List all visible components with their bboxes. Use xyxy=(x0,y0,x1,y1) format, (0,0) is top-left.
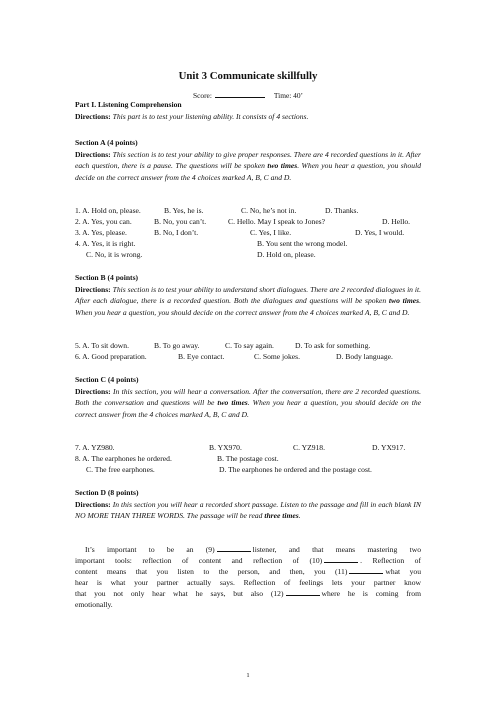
directions-text: . When you hear a question, you should decide on the correct answer from the 4 choices marked A, B, C and D. xyxy=(75,161,421,182)
passage-line: that you not only hear what he says, but also (12) where he is coming from xyxy=(75,589,422,598)
directions-label: Directions: xyxy=(75,112,111,121)
directions-label: Directions: xyxy=(75,500,111,509)
passage-line: emotionally. xyxy=(75,600,113,609)
blank-9[interactable] xyxy=(217,545,251,552)
part1-directions xyxy=(75,111,421,122)
option: B. Eye contact. xyxy=(178,352,225,361)
option: D. Body language. xyxy=(336,352,393,361)
blank-12[interactable] xyxy=(286,589,320,596)
option: B. No, I don’t. xyxy=(154,228,199,237)
sectionC-directions xyxy=(75,386,421,420)
sectionA-directions xyxy=(75,149,421,183)
option: D. Thanks. xyxy=(325,206,359,215)
option: D. YX917. xyxy=(372,443,406,452)
directions-label: Directions: xyxy=(75,285,111,294)
option: C. No, he’s not in. xyxy=(241,206,297,215)
option: 6. A. Good preparation. xyxy=(75,352,147,361)
directions-text: This section is to test your ability to understand short dialogues. There are 2 recorded dialogues in it. After each dialogue, there is a recorded question. Both the dialogues and questions will be spoken xyxy=(75,285,421,306)
option: 7. A. YZ980. xyxy=(75,443,115,452)
passage-line: It’s important to be an (9) listener, and that means mastering two xyxy=(85,545,421,554)
option: B. YX970. xyxy=(209,443,242,452)
option: C. No, it is wrong. xyxy=(86,250,143,259)
option: C. To say again. xyxy=(225,341,274,350)
directions-text: This part is to test your listening ability. It consists of 4 sections. xyxy=(110,112,309,121)
directions-emphasis: two times xyxy=(217,398,248,408)
sectionB-directions xyxy=(75,284,421,318)
directions-text: . When you hear a question, you should decide on the correct answer from the 4 choices marked A, B, C and D. xyxy=(75,398,421,419)
option: B. No, you can’t. xyxy=(154,217,207,226)
directions-label: Directions: xyxy=(75,150,111,159)
sectionC-heading: Section C (4 points) xyxy=(75,375,139,384)
option: B. Yes, he is. xyxy=(164,206,204,215)
option: C. Hello. May I speak to Jones? xyxy=(228,217,326,226)
option: C. Some jokes. xyxy=(254,352,300,361)
sectionD-heading: Section D (8 points) xyxy=(75,488,139,497)
score-blank[interactable] xyxy=(215,91,265,98)
option: D. To ask for something. xyxy=(295,341,371,350)
option: 5. A. To sit down. xyxy=(75,341,129,350)
sectionD-directions xyxy=(75,499,421,522)
option: D. Hello. xyxy=(382,217,411,226)
directions-text: . When you hear a question, you should decide on the correct answer from the 4 choices marked A, B, C and D. xyxy=(75,296,421,317)
directions-text: This section is to test your ability to give proper responses. There are 4 recorded questions in it. After each question, there is a pause. The questions will be spoken xyxy=(75,150,421,171)
option: B. To go away. xyxy=(154,341,200,350)
part1-heading: Part I. Listening Comprehension xyxy=(75,100,182,109)
blank-11[interactable] xyxy=(349,567,383,574)
directions-emphasis: three times xyxy=(264,511,299,521)
page-number: 1 xyxy=(246,672,250,679)
time-label: Time: 40’ xyxy=(273,91,303,100)
option: 3. A. Yes, please. xyxy=(75,228,127,237)
option: C. The free earphones. xyxy=(86,465,155,474)
directions-text: In this section you will hear a recorded short passage. Listen to the passage and fill in each blank IN NO MORE THAN THREE WORDS. The passage will be read xyxy=(75,500,421,521)
option: 8. A. The earphones he ordered. xyxy=(75,454,172,463)
option: 4. A. Yes, it is right. xyxy=(75,239,136,248)
directions-emphasis: two times xyxy=(388,296,420,306)
option: B. You sent the wrong model. xyxy=(257,239,348,248)
option: D. Yes, I would. xyxy=(355,228,405,237)
passage-line: important tools: reflection of content and reflection of (10) . Reflection of xyxy=(75,556,421,565)
option: C. Yes, I like. xyxy=(250,228,292,237)
page-title: Unit 3 Communicate skillfully xyxy=(178,70,318,82)
option: 1. A. Hold on, please. xyxy=(75,206,141,215)
directions-text: In this section, you will hear a conversation. After the conversation, there are 2 recorded questions. Both the conversation and questions will be xyxy=(75,387,421,408)
option: 2. A. Yes, you can. xyxy=(75,217,132,226)
option: D. Hold on, please. xyxy=(257,250,316,259)
blank-10[interactable] xyxy=(324,556,358,563)
option: C. YZ918. xyxy=(293,443,325,452)
directions-emphasis: two times xyxy=(267,161,298,171)
option: D. The earphones he ordered and the postage cost. xyxy=(219,465,372,474)
score-label: Score: xyxy=(193,91,212,100)
sectionB-heading: Section B (4 points) xyxy=(75,273,139,282)
sectionA-heading: Section A (4 points) xyxy=(75,138,138,147)
passage-line: content means that you listen to the person, and then, you (11) what you xyxy=(75,567,421,576)
option: B. The postage cost. xyxy=(217,454,279,463)
directions-text: . xyxy=(298,511,301,521)
passage-line: hear is what your partner actually says. Reflection of feelings lets your partner know xyxy=(75,578,421,587)
directions-label: Directions: xyxy=(75,387,111,396)
